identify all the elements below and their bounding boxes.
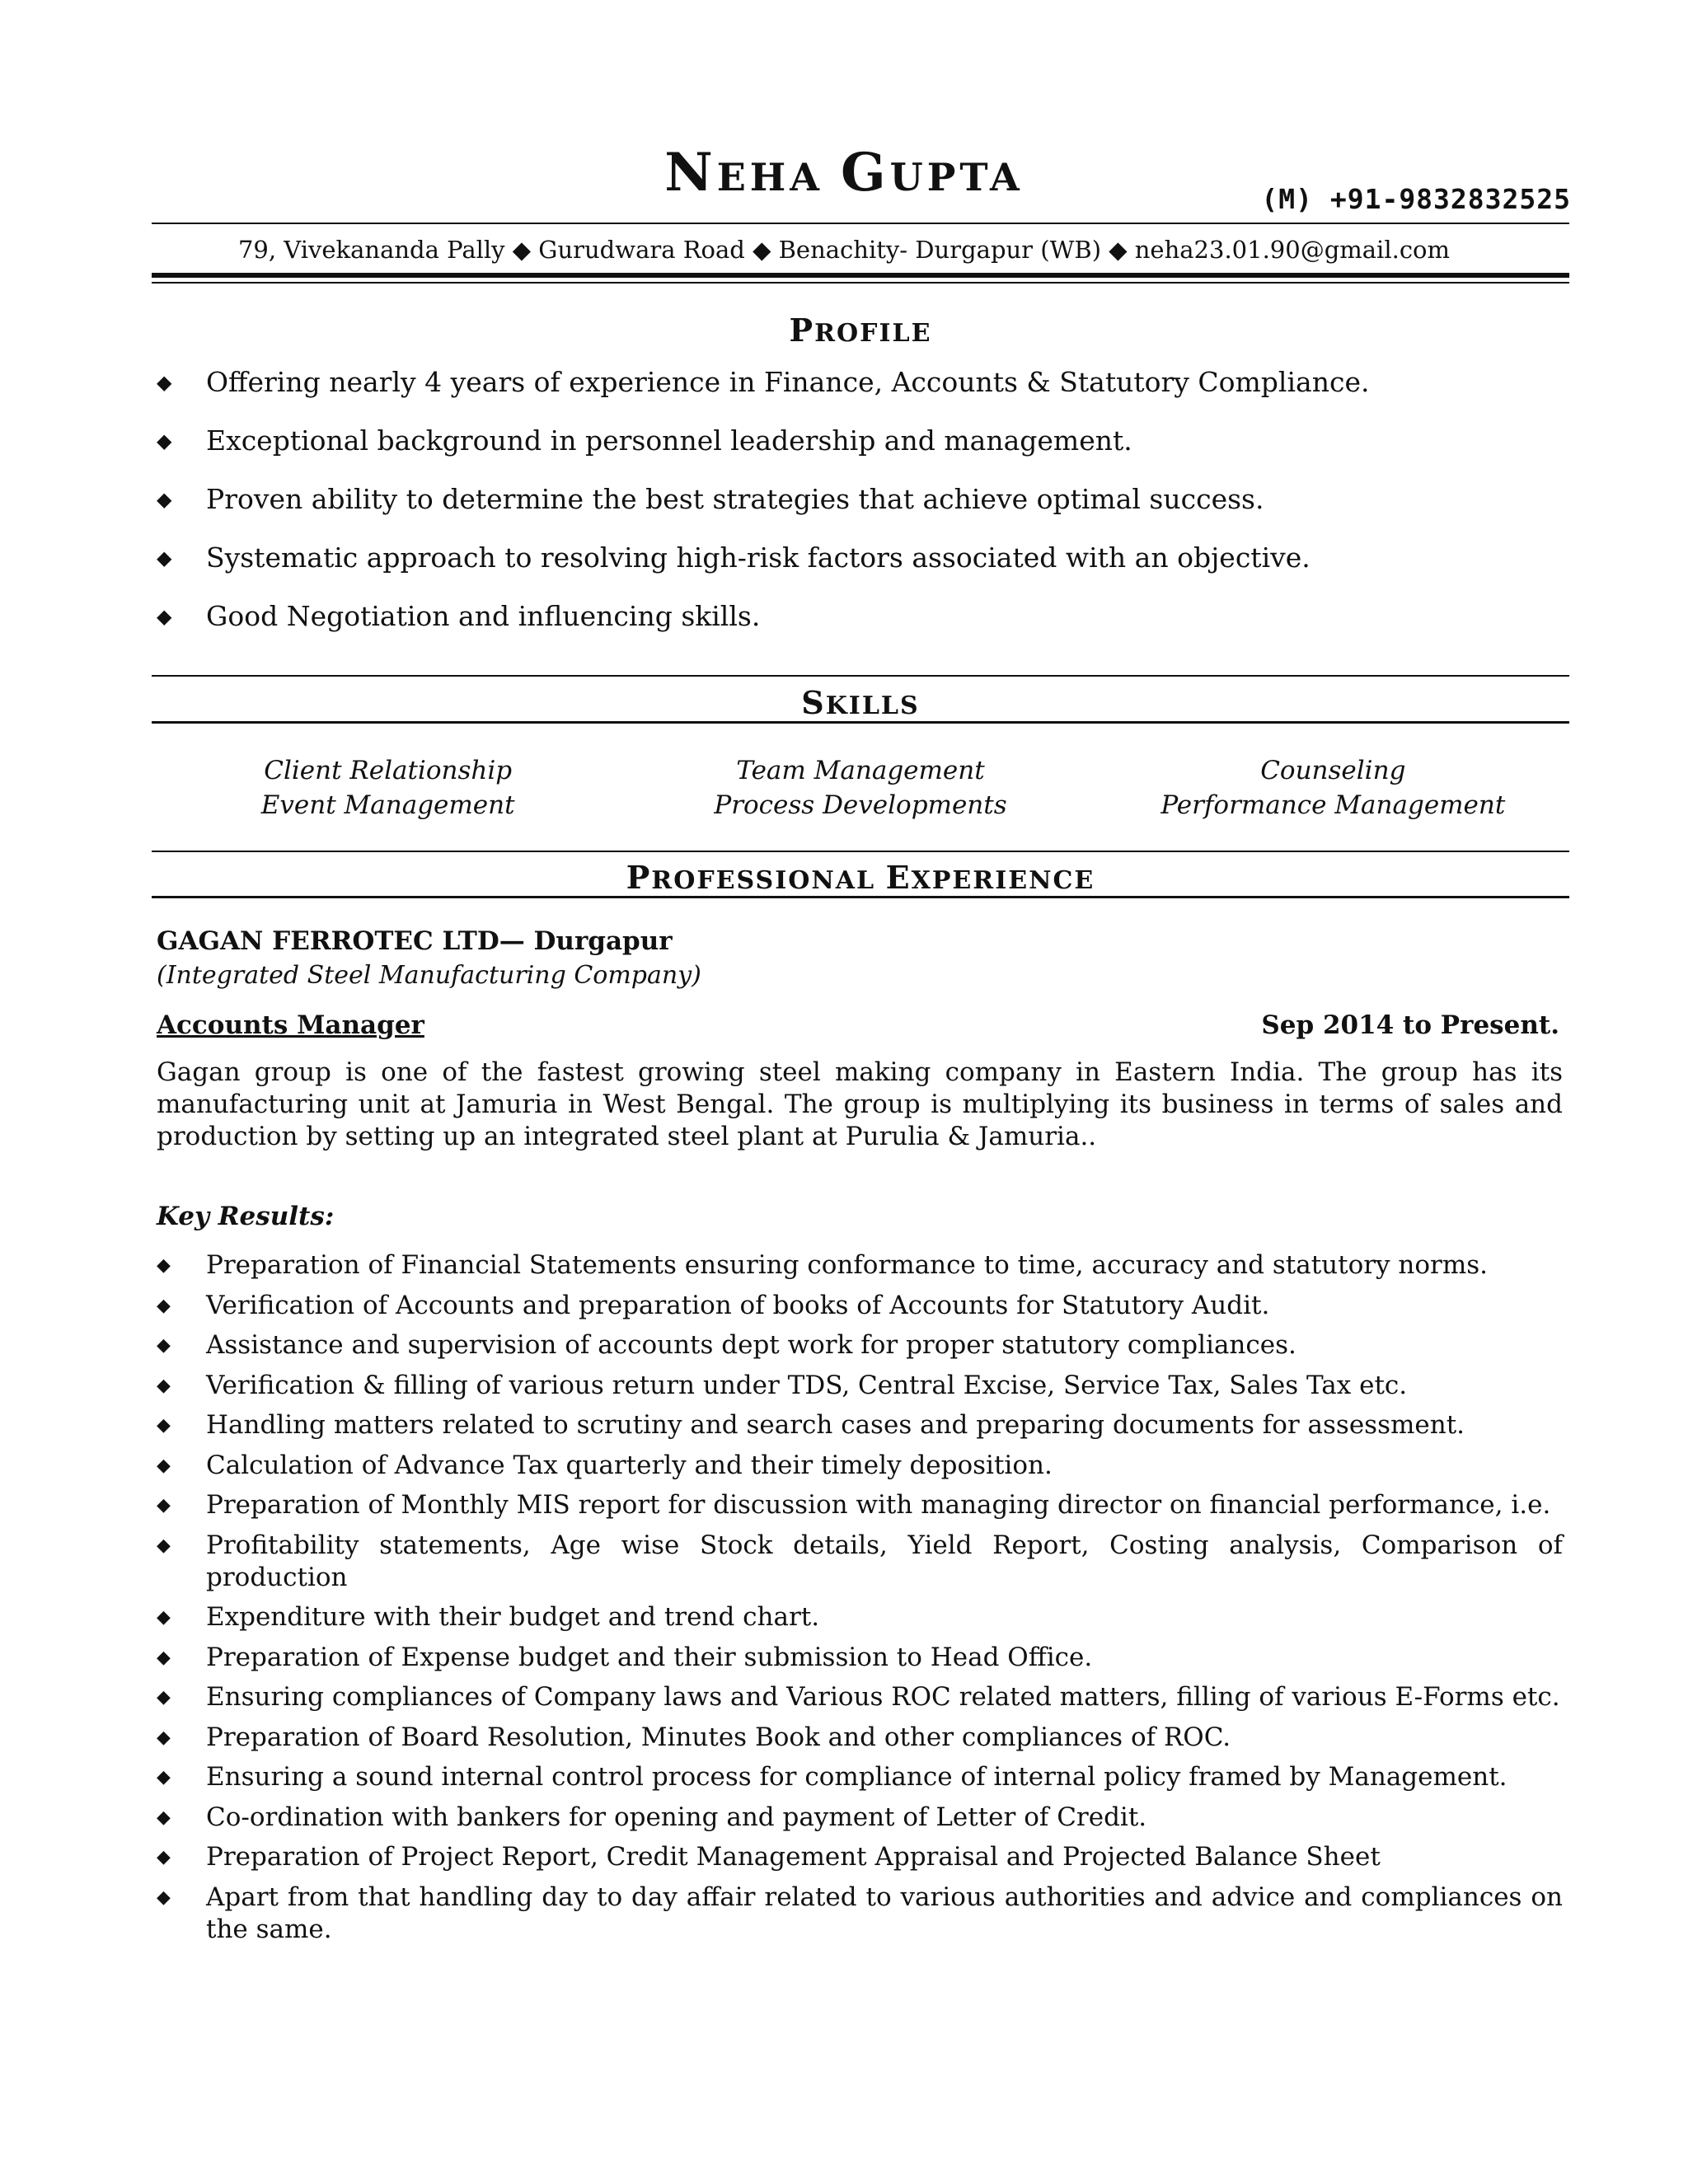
list-item bbox=[157, 598, 1569, 657]
list-item bbox=[157, 1761, 1563, 1793]
diamond-bullet-icon: ◆ bbox=[157, 429, 172, 452]
skill-item: Event Management bbox=[260, 790, 515, 820]
key-result-text: Preparation of Expense budget and their submission to Head Office. bbox=[206, 1642, 1093, 1672]
experience-heading-initial-1: P bbox=[626, 859, 652, 896]
list-item bbox=[157, 1409, 1563, 1441]
diamond-bullet-icon: ◆ bbox=[157, 1375, 171, 1396]
name-last-rest: UPTA bbox=[889, 155, 1024, 199]
profile-heading bbox=[152, 312, 1569, 349]
key-result-text: Assistance and supervision of accounts dept work for proper statutory compliances. bbox=[206, 1330, 1296, 1360]
skills-row bbox=[152, 788, 1569, 823]
name-first-initial: N bbox=[664, 142, 717, 204]
skill-item: Performance Management bbox=[1160, 790, 1506, 820]
list-item bbox=[157, 1290, 1563, 1322]
diamond-bullet-icon: ◆ bbox=[157, 1847, 171, 1868]
experience-top-rule bbox=[152, 851, 1569, 852]
list-item bbox=[157, 1450, 1563, 1482]
key-result-text: Apart from that handling day to day affair related to various authorities and advice and compliances on the same. bbox=[206, 1882, 1563, 1944]
key-result-text: Calculation of Advance Tax quarterly and their timely deposition. bbox=[206, 1450, 1053, 1480]
diamond-bullet-icon: ◆ bbox=[157, 1886, 171, 1908]
experience-heading-initial-2: E bbox=[885, 859, 912, 896]
list-item bbox=[157, 1722, 1563, 1754]
diamond-bullet-icon: ◆ bbox=[157, 546, 172, 569]
skill-item: Team Management bbox=[736, 756, 985, 785]
key-result-text: Co-ordination with bankers for opening and payment of Letter of Credit. bbox=[206, 1802, 1147, 1832]
diamond-bullet-icon: ◆ bbox=[157, 1295, 171, 1316]
job-period: Sep 2014 to Present. bbox=[1261, 1010, 1559, 1040]
key-result-text: Preparation of Monthly MIS report for discussion with managing director on financial performance, i.e. bbox=[206, 1490, 1551, 1520]
skills-heading-rest: KILLS bbox=[825, 691, 920, 720]
key-result-text: Ensuring a sound internal control process for compliance of internal policy framed by Management. bbox=[206, 1762, 1507, 1792]
list-item bbox=[157, 423, 1569, 481]
diamond-bullet-icon: ◆ bbox=[157, 488, 172, 511]
list-item bbox=[157, 1841, 1563, 1873]
header-thick-rule bbox=[152, 273, 1569, 278]
profile-item-text: Offering nearly 4 years of experience in Finance, Accounts & Statutory Compliance. bbox=[206, 366, 1370, 398]
skill-item: Process Developments bbox=[714, 790, 1007, 820]
diamond-bullet-icon: ◆ bbox=[157, 1255, 171, 1276]
list-item bbox=[157, 1802, 1563, 1834]
name-last-initial: G bbox=[840, 142, 890, 204]
diamond-bullet-icon: ◆ bbox=[157, 1415, 171, 1436]
list-item bbox=[157, 1370, 1563, 1402]
list-item bbox=[157, 540, 1569, 598]
diamond-bullet-icon: ◆ bbox=[157, 1455, 171, 1476]
diamond-bullet-icon: ◆ bbox=[157, 1687, 171, 1708]
list-item bbox=[157, 364, 1569, 423]
profile-heading-rest: ROFILE bbox=[814, 319, 932, 348]
diamond-bullet-icon: ◆ bbox=[157, 1807, 171, 1828]
key-result-text: Expenditure with their budget and trend chart. bbox=[206, 1602, 820, 1632]
job-title: Accounts Manager bbox=[157, 1010, 424, 1040]
profile-item-text: Proven ability to determine the best strategies that achieve optimal success. bbox=[206, 483, 1264, 515]
name-first-rest: EHA bbox=[716, 155, 823, 199]
experience-bottom-rule bbox=[152, 896, 1569, 898]
key-result-text: Preparation of Financial Statements ensuring conformance to time, accuracy and statutory norms. bbox=[206, 1250, 1489, 1280]
profile-item-text: Good Negotiation and influencing skills. bbox=[206, 600, 761, 632]
skills-bottom-rule bbox=[152, 721, 1569, 724]
key-result-text: Ensuring compliances of Company laws and Various ROC related matters, filling of various E-Forms etc. bbox=[206, 1682, 1560, 1712]
list-item bbox=[157, 1882, 1563, 1946]
skill-item: Counseling bbox=[1260, 756, 1406, 785]
list-item bbox=[157, 1329, 1563, 1361]
company-type: (Integrated Steel Manufacturing Company) bbox=[157, 961, 701, 990]
key-results-list bbox=[157, 1249, 1563, 1953]
key-result-text: Profitability statements, Age wise Stock details, Yield Report, Costing analysis, Comparison of production bbox=[206, 1530, 1563, 1592]
skills-heading-initial: S bbox=[801, 684, 826, 721]
header-thin-rule bbox=[152, 282, 1569, 284]
list-item bbox=[157, 1681, 1563, 1713]
key-result-text: Preparation of Board Resolution, Minutes Book and other compliances of ROC. bbox=[206, 1722, 1231, 1752]
diamond-bullet-icon: ◆ bbox=[157, 1647, 171, 1668]
header-top-rule bbox=[152, 223, 1569, 224]
company-summary: Gagan group is one of the fastest growing steel making company in Eastern India. The group has its manufacturing unit at Jamuria in West Bengal. The group is multiplying its business in terms of sales and production by setting up an integrated steel plant at Purulia & Jamuria.. bbox=[157, 1057, 1563, 1151]
profile-list bbox=[157, 364, 1569, 657]
diamond-bullet-icon: ◆ bbox=[157, 1607, 171, 1628]
experience-heading-rest-2: XPERIENCE bbox=[911, 866, 1095, 895]
skills-heading bbox=[152, 684, 1569, 721]
diamond-bullet-icon: ◆ bbox=[157, 371, 172, 394]
list-item bbox=[157, 1530, 1563, 1594]
diamond-bullet-icon: ◆ bbox=[157, 1727, 171, 1748]
key-result-text: Verification of Accounts and preparation of books of Accounts for Statutory Audit. bbox=[206, 1290, 1270, 1320]
contact-address: 79, Vivekananda Pally ◆ Gurudwara Road ◆ Benachity- Durgapur (WB) ◆ neha23.01.90@gmail.com bbox=[237, 236, 1451, 264]
key-result-text: Preparation of Project Report, Credit Management Appraisal and Projected Balance Sheet bbox=[206, 1842, 1381, 1872]
company-name: GAGAN FERROTEC LTD— Durgapur bbox=[157, 926, 673, 956]
skills-row bbox=[152, 753, 1569, 788]
diamond-bullet-icon: ◆ bbox=[157, 605, 172, 628]
list-item bbox=[157, 1642, 1563, 1674]
key-result-text: Verification & filling of various return under TDS, Central Excise, Service Tax, Sales Tax etc. bbox=[206, 1370, 1408, 1400]
diamond-bullet-icon: ◆ bbox=[157, 1767, 171, 1788]
profile-heading-initial: P bbox=[789, 312, 815, 349]
list-item bbox=[157, 1489, 1563, 1521]
profile-item-text: Exceptional background in personnel leadership and management. bbox=[206, 424, 1132, 457]
skills-top-rule bbox=[152, 675, 1569, 677]
list-item bbox=[157, 1601, 1563, 1633]
diamond-bullet-icon: ◆ bbox=[157, 1495, 171, 1516]
list-item bbox=[157, 1249, 1563, 1282]
profile-item-text: Systematic approach to resolving high-risk factors associated with an objective. bbox=[206, 541, 1311, 574]
skills-grid bbox=[152, 753, 1569, 823]
key-result-text: Handling matters related to scrutiny and search cases and preparing documents for assessment. bbox=[206, 1410, 1465, 1440]
list-item bbox=[157, 481, 1569, 540]
phone-number: (M) +91-9832832525 bbox=[1261, 183, 1571, 215]
diamond-bullet-icon: ◆ bbox=[157, 1335, 171, 1356]
experience-heading-rest-1: ROFESSIONAL bbox=[651, 866, 886, 895]
key-results-heading: Key Results: bbox=[157, 1202, 335, 1231]
skill-item: Client Relationship bbox=[264, 756, 513, 785]
experience-heading bbox=[152, 859, 1569, 896]
diamond-bullet-icon: ◆ bbox=[157, 1535, 171, 1556]
